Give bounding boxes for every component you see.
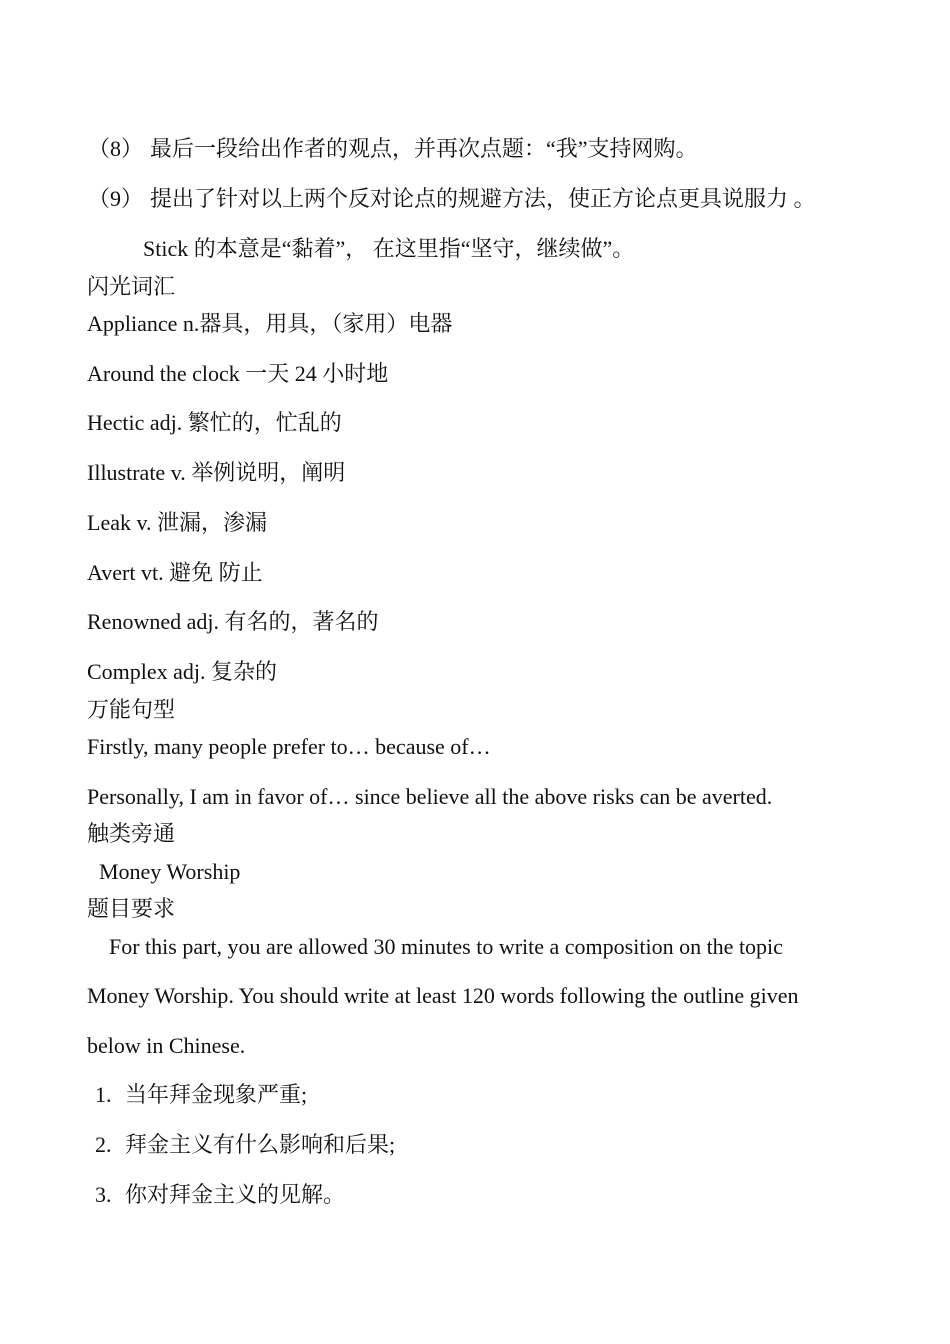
extension-heading: 触类旁通 [87, 821, 176, 846]
vocab-item: Avert vt. 避免 防止 [87, 560, 263, 585]
note-number: （8） [88, 136, 144, 161]
sentence-item: Firstly, many people prefer to… because of… [87, 734, 491, 759]
vocab-item: Appliance n.器具，用具，（家用）电器 [87, 311, 453, 336]
requirement-line: For this part, you are allowed 30 minutes to write a composition on the topic [109, 934, 783, 959]
note-item-8 [87, 135, 698, 163]
note-item-9 [87, 185, 816, 213]
sentence-item: Personally, I am in favor of… since believe all the above risks can be averted. [87, 784, 773, 809]
vocab-item: Leak v. 泄漏，渗漏 [87, 510, 268, 535]
stick-note: Stick 的本意是“黏着”， 在这里指“坚守，继续做”。 [143, 236, 635, 261]
sentence-heading: 万能句型 [87, 697, 176, 722]
note-text: 提出了针对以上两个反对论点的规避方法，使正方论点更具说服力 。 [150, 186, 816, 211]
requirement-heading: 题目要求 [87, 896, 176, 921]
outline-text: 当年拜金现象严重; [125, 1082, 308, 1107]
outline-number: 3. [95, 1182, 112, 1207]
requirement-line: below in Chinese. [87, 1033, 246, 1058]
outline-text: 你对拜金主义的见解。 [125, 1182, 346, 1207]
outline-item [95, 1081, 307, 1109]
note-number: （9） [88, 186, 144, 211]
outline-number: 1. [95, 1082, 112, 1107]
vocab-item: Illustrate v. 举例说明，阐明 [87, 460, 346, 485]
outline-item [95, 1181, 345, 1209]
outline-number: 2. [95, 1132, 112, 1157]
vocab-heading: 闪光词汇 [87, 274, 176, 299]
vocab-item: Renowned adj. 有名的，著名的 [87, 609, 379, 634]
note-text: 最后一段给出作者的观点，并再次点题：“我”支持网购。 [150, 136, 698, 161]
topic-title: Money Worship [99, 859, 241, 884]
vocab-item: Hectic adj. 繁忙的，忙乱的 [87, 410, 342, 435]
requirement-line: Money Worship. You should write at least 120 words following the outline given [87, 983, 799, 1008]
vocab-item: Around the clock 一天 24 小时地 [87, 361, 389, 386]
vocab-item: Complex adj. 复杂的 [87, 659, 278, 684]
outline-text: 拜金主义有什么影响和后果; [125, 1132, 396, 1157]
outline-item [95, 1131, 395, 1159]
